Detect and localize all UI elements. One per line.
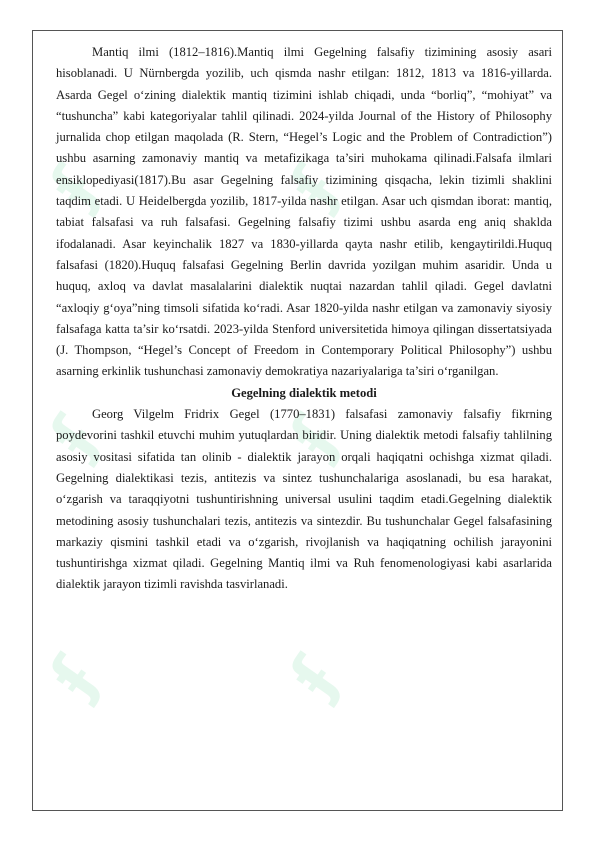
watermark-logo-icon: ʄ [35,404,112,469]
section-heading: Gegelning dialektik metodi [231,385,377,400]
watermark-logo-icon: ʄ [275,404,352,469]
watermark-logo-icon: ʄ [275,154,352,219]
watermark-logo-icon: ʄ [35,644,112,709]
body-paragraph: Mantiq ilmi (1812–1816).Mantiq ilmi Gegelning falsafiy tizimining asosiy asari hisoblanadi. U Nürnbergda yozilib, uch qismda nashr etilgan: 1812, 1813 va 1816-yillarda. Asarda Gegel o‘zining dialektik mantiq tizimini ishlab chiqadi, unda “borliq”, “mohiyat” va “tushuncha” kabi kategoriyalar tahlil qilinadi. 2024-yilda Journal of the History of Philosophy jurnalida chop etilgan maqolada (R. Stern, “Hegel’s Logic and the Problem of Contradiction”) ushbu asarning zamonaviy mantiq va metafizikaga ta’siri muhokama qilinadi.Falsafa ilmlari ensiklopediyasi(1817).Bu asar Gegelning falsafiy tizimining qisqacha, lekin tizimli shaklini taqdim etadi. U Heidelbergda yozilib, 1817-yilda nashr etilgan. Asar uch qismdan iborat: mantiq, tabiat falsafasi va ruh falsafasi. Gegelning falsafiy tizimi ushbu asarda eng aniq shaklda ifodalanadi. Asar keyinchalik 1827 va 1830-yillarda qayta nashr etilib, kengaytirildi.Huquq falsafasi (1820).Huquq falsafasi Gegelning Berlin davrida yozilgan muhim asaridir. Unda u huquq, axloq va davlat masalalarini dialektik nuqtai nazardan tahlil qiladi. Gegel davlatni “axloqiy g‘oya”ning timsoli sifatida ko‘radi. Asar 1820-yilda nashr etilgan va zamonaviy siyosiy falsafaga katta ta’sir ko‘rsatdi. 2023-yilda Stenford universitetida himoya qilingan dissertatsiyada (J. Thompson, “Hegel’s Concept of Freedom in Contemporary Political Philosophy”) ushbu asarning erkinlik tushunchasi zamonaviy demokratiya nazariyalariga ta’siri o‘rganilgan. [56,45,552,379]
body-paragraph: Georg Vilgelm Fridrix Gegel (1770–1831) falsafasi zamonaviy falsafiy fikrning poydevorini tashkil etuvchi muhim yutuqlardan biridir. Uning dialektik metodi falsafiy tahlilning asosiy vositasi sifatida tan olinib - dialektik jarayon orqali haqiqatni ochishga xizmat qiladi. Gegelning dialektikasi tezis, antitezis va sintez tushunchalariga asoslanadi, bu esa harakat, o‘zgarish va taraqqiyotni tushuntirishning universal usulini taqdim etadi.Gegelning dialektik metodining asosiy tushunchalari tezis, antitezis va sintezdir. Bu tushunchalar Gegel falsafasining markaziy qismini tashkil etadi va o‘zgarish, rivojlanish va haqiqatning ochilish jarayonini tushuntirishga xizmat qiladi. Gegelning Mantiq ilmi va Ruh fenomenologiyasi kabi asarlarida dialektik jarayon tizimli ravishda tasvirlanadi. [56,407,552,592]
document-body [56,42,552,596]
watermark-logo-icon: ʄ [275,644,352,709]
watermark-logo-icon: ʄ [35,154,112,219]
